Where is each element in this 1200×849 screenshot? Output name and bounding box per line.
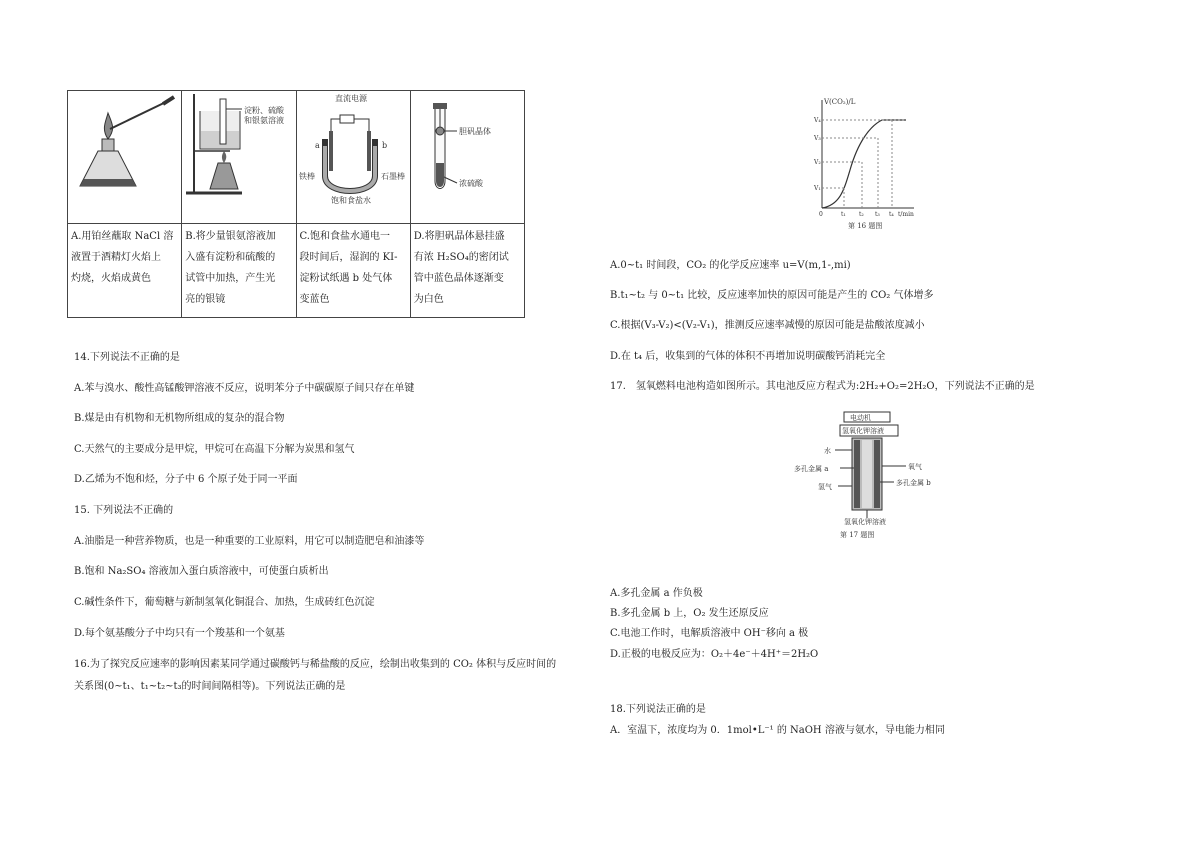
option-b-line-4: 亮的银镜 (185, 294, 226, 305)
option-c-cell (296, 224, 410, 318)
fuel-cell-diagram (790, 410, 950, 540)
label-brine: 饱和食盐水 (330, 196, 371, 205)
graph-y-label: V(CO₂)/L (824, 98, 856, 106)
dc-power-label: 直流电源 (334, 94, 367, 103)
option-a-line-1: A.用铂丝蘸取 NaCl 溶 (71, 231, 174, 242)
q18-option-a: A．室温下，浓度均为 0．1mol•L⁻¹ 的 NaOH 溶液与氨水，导电能力相同 (610, 725, 945, 736)
q14-option-a: A.苯与溴水、酸性高锰酸钾溶液不反应，说明苯分子中碳碳原子间只存在单键 (74, 383, 415, 394)
q15-option-b: B.饱和 Na₂SO₄ 溶液加入蛋白质溶液中，可使蛋白质析出 (74, 566, 329, 577)
fig-metal-b-label: 多孔金属 b (896, 479, 931, 487)
q15-option-c: C.碱性条件下，葡萄糖与新制氢氧化铜混合、加热，生成砖红色沉淀 (74, 597, 375, 608)
graph-v2: V₂ (814, 159, 821, 166)
q16-option-d: D.在 t₄ 后，收集到的气体的体积不再增加说明碳酸钙消耗完全 (610, 351, 886, 362)
option-d-line-3: 管中蓝色晶体逐渐变 (413, 273, 504, 284)
q15-option-d: D.每个氨基酸分子中均只有一个羧基和一个氨基 (74, 628, 285, 639)
fig-motor-label: 电动机 (850, 414, 871, 422)
fig-hydrogen-label: 氢气 (818, 483, 832, 491)
electrolysis-u-tube-icon (297, 91, 409, 221)
q17-option-a: A.多孔金属 a 作负极 (610, 588, 703, 599)
label-b: b (381, 141, 387, 150)
option-b-line-3: 试管中加热，产生光 (185, 273, 276, 284)
q17-option-d: D.正极的电极反应为：O₂＋4e⁻＋4H⁺＝2H₂O (610, 649, 819, 660)
experiment-table (67, 90, 525, 318)
graph-x-label: t/min (898, 211, 914, 218)
graph-t4: t₄ (889, 211, 894, 218)
q17-option-c: C.电池工作时，电解质溶液中 OH⁻移向 a 极 (610, 628, 809, 639)
graph-t0: 0 (819, 211, 823, 218)
fig-water-label: 水 (824, 447, 831, 455)
option-c-line-2: 段时间后，湿润的 KI- (299, 252, 398, 263)
q15-option-a: A.油脂是一种营养物质，也是一种重要的工业原料，用它可以制造肥皂和油漆等 (74, 536, 425, 547)
label-crystal: 胆矾晶体 (458, 127, 491, 136)
q16-option-c: C.根据(V₃-V₂)<(V₂-V₁)，推测反应速率减慢的原因可能是盐酸浓度减小 (610, 320, 925, 331)
graph-v1: V₁ (814, 185, 821, 192)
alcohol-lamp-wire-icon (68, 91, 180, 221)
fig-koh-bottom-label: 氢氧化钾溶液 (844, 518, 886, 526)
option-d-cell (410, 224, 524, 318)
q14-stem: 14.下列说法不正确的是 (74, 352, 180, 363)
beaker-label-1: 淀粉、硫酸 (244, 106, 285, 115)
q16-option-a: A.0~t₁ 时间段，CO₂ 的化学反应速率 u=V(m,1-,mi) (610, 260, 851, 271)
q15-stem: 15. 下列说法不正确的 (74, 505, 174, 516)
q18-stem: 18.下列说法正确的是 (610, 704, 706, 715)
option-a-line-3: 灼烧，火焰成黄色 (71, 273, 151, 284)
option-d-line-4: 为白色 (413, 294, 444, 305)
option-b-line-1: B.将少量银氨溶液加 (185, 231, 276, 242)
graph-v3: V₃ (814, 135, 821, 142)
option-d-line-2: 有浓 H₂SO₄的密闭试 (413, 252, 509, 263)
label-conc-acid: 浓硫酸 (458, 179, 483, 188)
option-d-line-1: D.将胆矾晶体悬挂盛 (413, 231, 505, 242)
option-c-line-1: C.饱和食盐水通电一 (299, 231, 390, 242)
graph-t2: t₂ (859, 211, 864, 218)
q16-stem-line-2: 关系图(0~t₁、t₁~t₂~t₃的时间间隔相等)。下列说法正确的是 (74, 681, 346, 692)
fig-metal-a-label: 多孔金属 a (794, 465, 829, 473)
beaker-label-2: 和银氨溶液 (244, 116, 285, 125)
image-cell-a (68, 91, 182, 224)
option-a-line-2: 液置于酒精灯火焰上 (71, 252, 161, 263)
q16-stem-line-1: 16.为了探究反应速率的影响因素某同学通过碳酸钙与稀盐酸的反应，绘制出收集到的 CO₂ 体积与反应时间的 (74, 659, 557, 670)
q16-option-b: B.t₁~t₂ 与 0~t₁ 比较，反应速率加快的原因可能是产生的 CO₂ 气体增多 (610, 290, 934, 301)
option-b-line-2: 入盛有淀粉和硫酸的 (185, 252, 276, 263)
q14-option-c: C.天然气的主要成分是甲烷，甲烷可在高温下分解为炭黑和氢气 (74, 444, 355, 455)
co2-volume-graph (800, 90, 920, 232)
option-b-cell (182, 224, 296, 318)
option-a-cell (68, 224, 182, 318)
q14-option-b: B.煤是由有机物和无机物所组成的复杂的混合物 (74, 413, 285, 424)
fig-koh-top-label: 氢氧化钾溶液 (842, 427, 884, 435)
test-tube-crystal-icon (411, 91, 523, 221)
label-a: a (314, 141, 320, 150)
q17-stem: 17. 氢氧燃料电池构造如图所示。其电池反应方程式为:2H₂+O₂=2H₂O，下列说法不正确的是 (610, 381, 1035, 392)
graph-caption: 第 16 题图 (848, 222, 883, 230)
graph-v4: V₄ (814, 117, 821, 124)
q14-option-d: D.乙烯为不饱和烃，分子中 6 个原子处于同一平面 (74, 474, 298, 485)
fig-caption: 第 17 题图 (840, 531, 875, 539)
label-graphite: 石墨棒 (380, 172, 405, 181)
fig-oxygen-label: 氧气 (908, 463, 922, 471)
graph-t3: t₃ (875, 211, 880, 218)
beaker-heating-icon (182, 91, 294, 221)
graph-t1: t₁ (841, 211, 846, 218)
q17-option-b: B.多孔金属 b 上，O₂ 发生还原反应 (610, 608, 769, 619)
option-c-line-3: 淀粉试纸遇 b 处气体 (299, 273, 393, 284)
image-cell-b (182, 91, 296, 224)
image-cell-d (410, 91, 524, 224)
option-c-line-4: 变蓝色 (299, 294, 330, 305)
image-cell-c (296, 91, 410, 224)
label-iron-rod: 铁棒 (298, 172, 315, 181)
